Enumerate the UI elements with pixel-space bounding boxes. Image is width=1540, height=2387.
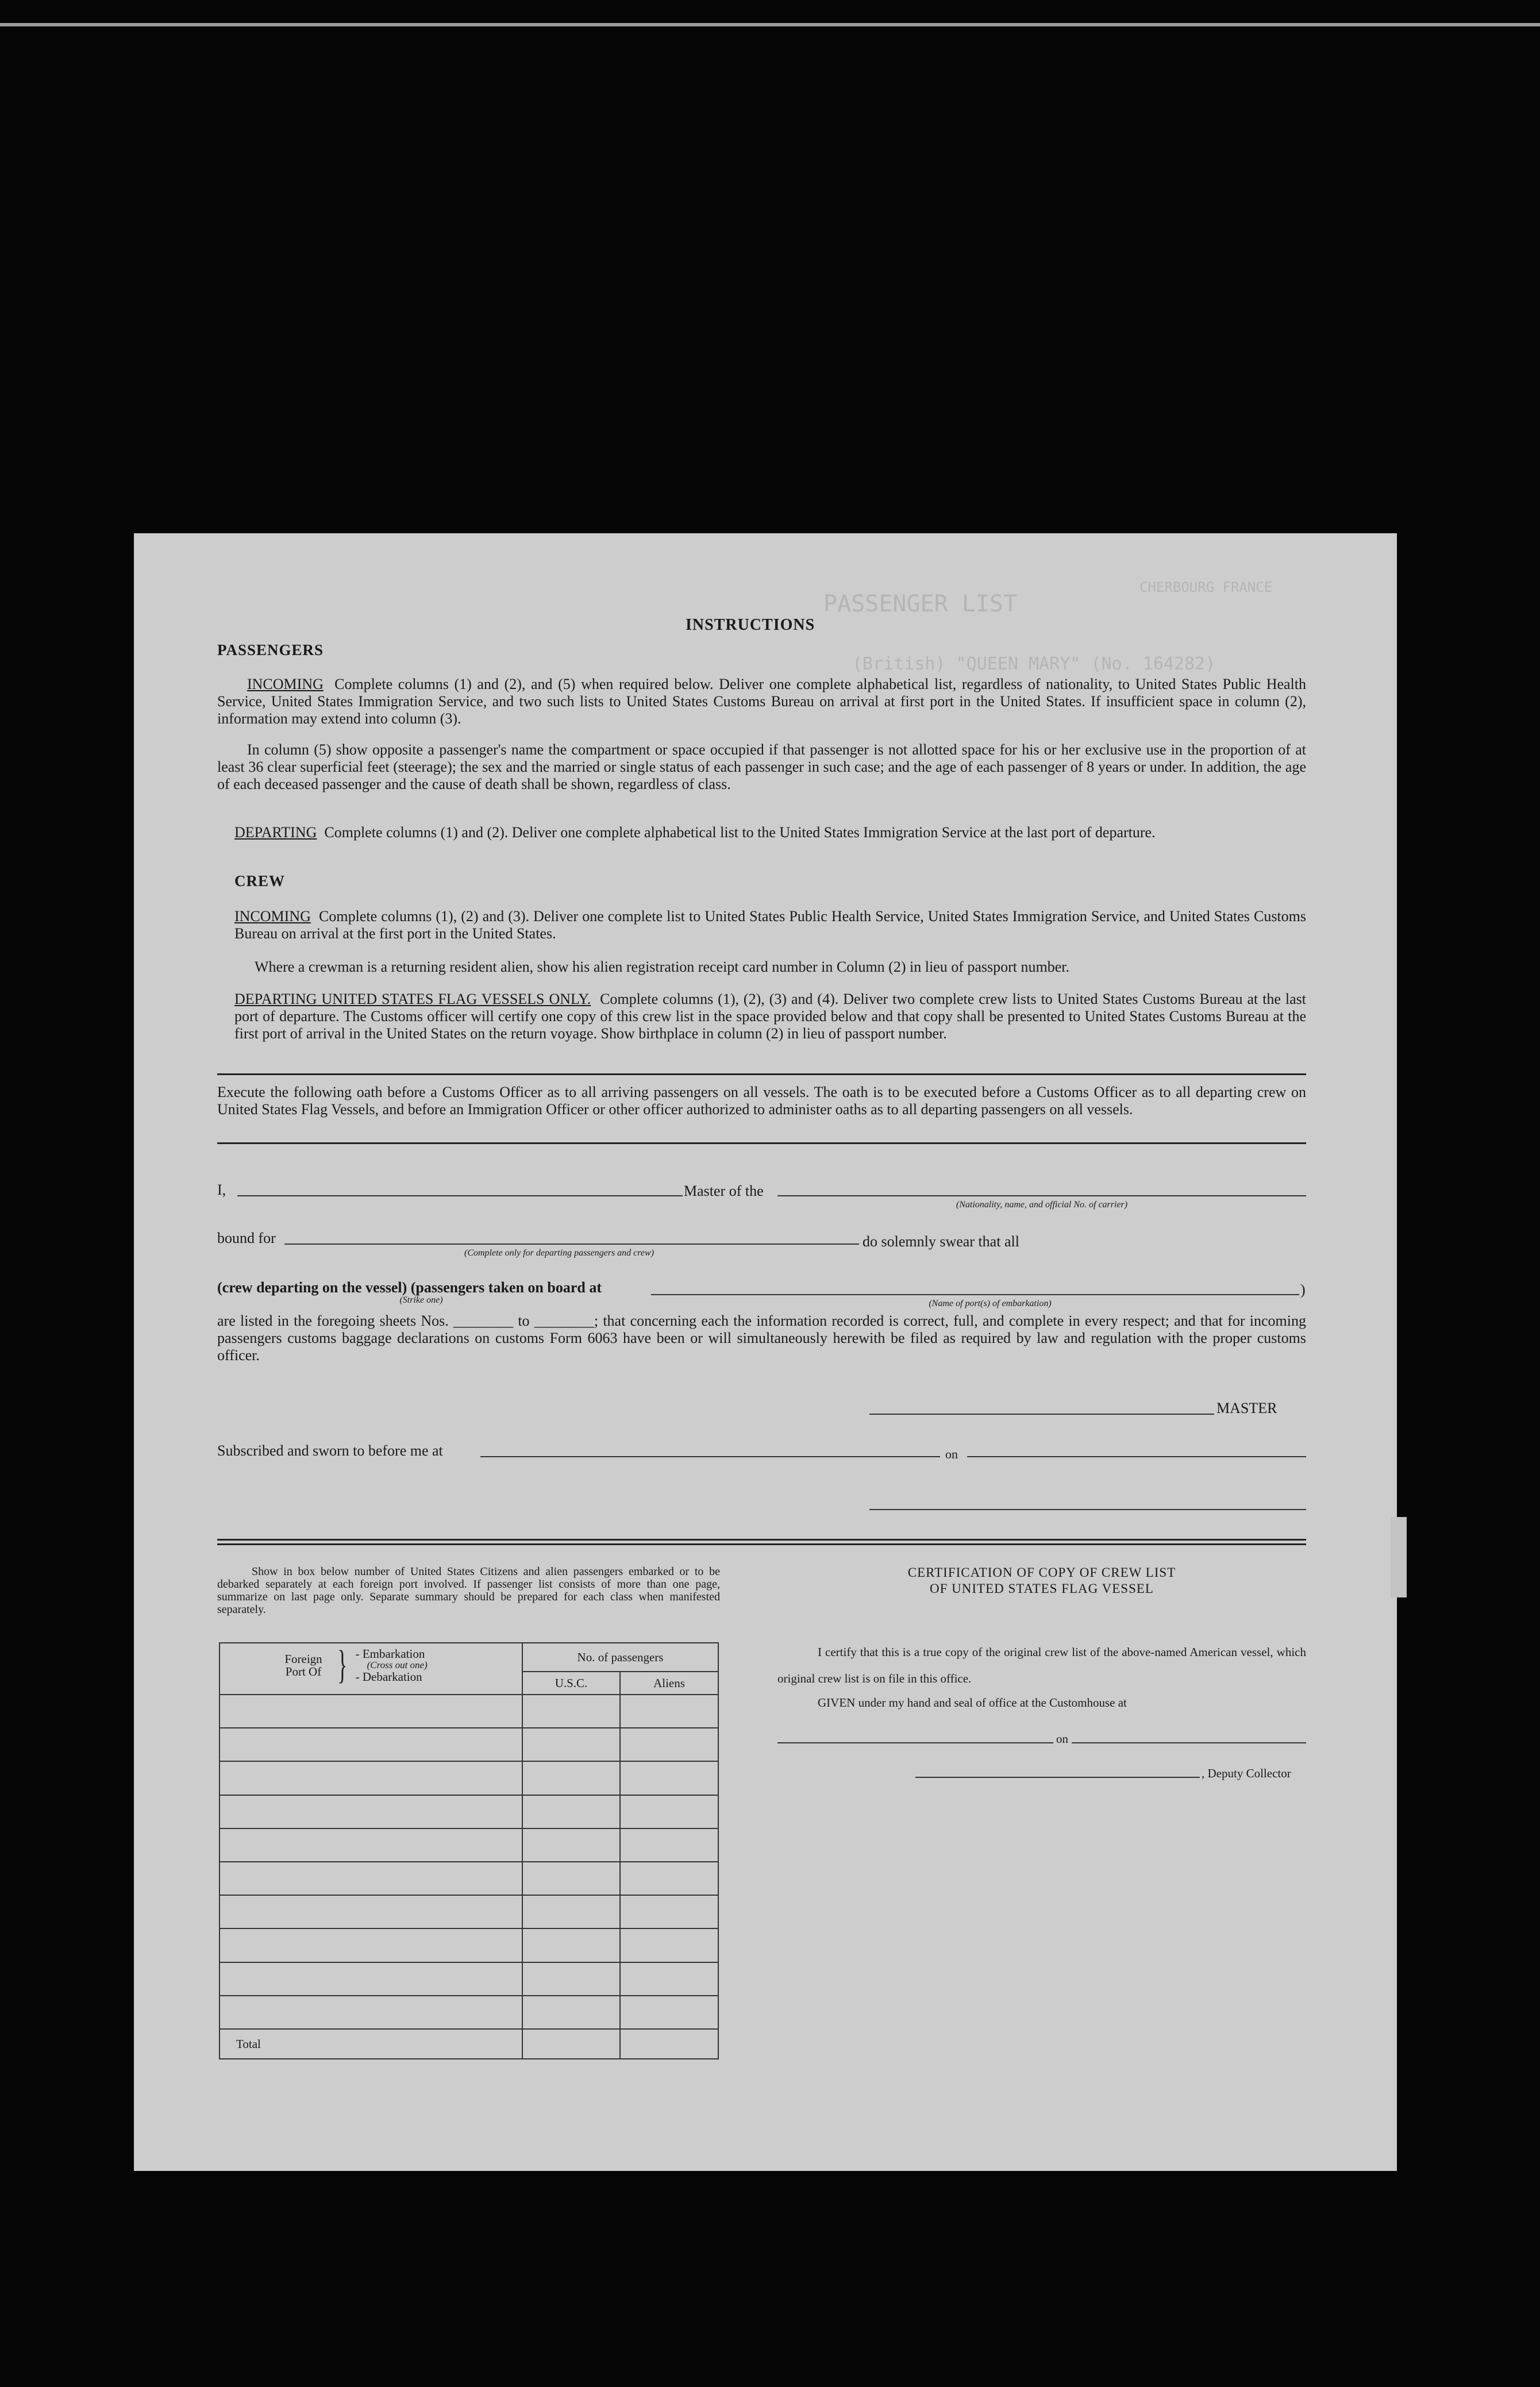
total-row (220, 2029, 718, 2059)
passengers-heading: PASSENGERS (217, 641, 324, 659)
instructions-title: INSTRUCTIONS (686, 616, 815, 634)
carrier-caption: (Nationality, name, and official No. of carrier) (956, 1200, 1128, 1210)
bound-for-field[interactable] (284, 1243, 859, 1245)
cross-out-label: (Cross out one) (367, 1660, 428, 1670)
incoming-text: Complete columns (1) and (2), and (5) when required below. Deliver one complete alphabetical list, regardless of nationality, to United States Public Health Service, United States Immigration Service, and two such lists to United States Customs Bureau on arrival at first port in the United States. If insufficient space in column (2), information may extend into column (3). (217, 676, 1307, 727)
aliens-cell[interactable] (620, 1862, 718, 1895)
section-divider (217, 1539, 1306, 1541)
passengers-incoming-paragraph (217, 676, 1306, 727)
deputy-signature-field[interactable] (915, 1777, 1200, 1778)
aliens-cell[interactable] (620, 1828, 718, 1862)
total-aliens-cell[interactable] (620, 2029, 718, 2059)
crew-incoming-paragraph (234, 908, 1306, 942)
section-divider (217, 1543, 1306, 1545)
master-signature-field[interactable] (869, 1414, 1214, 1415)
total-label: Total (220, 2029, 522, 2059)
sworn-on-label: on (945, 1447, 958, 1461)
usc-cell[interactable] (522, 1695, 620, 1728)
table-row (220, 1761, 718, 1795)
table-row (220, 1862, 718, 1895)
embarkation-label: - Embarkation (355, 1647, 425, 1661)
sworn-at-field[interactable] (480, 1456, 940, 1457)
table-row (220, 1828, 718, 1862)
summary-note: Show in box below number of United States Citizens and alien passengers embarked or to be debarked separately at each foreign port involved. If passenger list consists of more than one page, summarize on last page only. Separate summary should be prepared for each class when manifested separately. (217, 1565, 720, 1616)
certification-title-2: OF UNITED STATES FLAG VESSEL (930, 1581, 1154, 1596)
aliens-cell[interactable] (620, 1695, 718, 1728)
aliens-cell[interactable] (620, 1761, 718, 1795)
scan-top-edge (0, 23, 1540, 26)
given-on-label: on (1056, 1732, 1068, 1746)
bound-for-label: bound for (217, 1230, 276, 1246)
aliens-cell[interactable] (620, 1996, 718, 2029)
incoming-label: INCOMING (247, 676, 324, 692)
port-cell[interactable] (220, 1795, 522, 1828)
table-row (220, 1962, 718, 1996)
foreign-port-label: Foreign Port Of (284, 1652, 322, 1678)
departing-text: Complete columns (1) and (2). Deliver one complete alphabetical list to the United States Immigration Service at the last port of departure. (324, 824, 1156, 841)
usc-header: U.S.C. (522, 1672, 620, 1695)
brace-icon: } (337, 1643, 348, 1687)
given-text: GIVEN under my hand and seal of office at the Customhouse at (818, 1696, 1127, 1710)
sworn-on-field[interactable] (967, 1456, 1306, 1457)
aliens-cell[interactable] (620, 1928, 718, 1962)
certification-title-1: CERTIFICATION OF COPY OF CREW LIST (907, 1565, 1176, 1580)
column5-paragraph: In column (5) show opposite a passenger's name the compartment or space occupied if that passenger is not allotted space for his or her exclusive use in the proportion of at least 36 clear superficial feet (steerage); the sex and the married or single status of each passenger in such case; and the age of each passenger of 8 years or under. In addition, the age of each deceased passenger and the cause of death shall be shown, regardless of class. (217, 741, 1306, 792)
flag-vessels-text: Complete columns (1), (2), (3) and (4). Deliver two complete crew lists to United States Customs Bureau at the last port of departure. The Customs officer will certify one copy of this crew list in the space provided below and that copy shall be presented to United States Customs Bureau at the first port of arrival in the United States on the return voyage. Show birthplace in column (2) in lieu of passport number. (234, 991, 1306, 1042)
crew-incoming-text: Complete columns (1), (2) and (3). Deliver one complete list to United States Public Health Service, United States Immigration Service, and United States Customs Bureau on arrival at the first port in the United States. (234, 908, 1307, 942)
master-of-label: Master of the (684, 1183, 764, 1199)
master-label: MASTER (1216, 1400, 1277, 1416)
port-cell[interactable] (220, 1962, 522, 1996)
master-name-field[interactable] (237, 1195, 683, 1196)
usc-cell[interactable] (522, 1761, 620, 1795)
table-row (220, 1996, 718, 2029)
customhouse-field[interactable] (777, 1742, 1053, 1743)
table-row (220, 1895, 718, 1928)
port-cell[interactable] (220, 1828, 522, 1862)
departing-paragraph (234, 824, 1306, 841)
total-usc-cell[interactable] (522, 2029, 620, 2059)
aliens-cell[interactable] (620, 1895, 718, 1928)
table-row (220, 1795, 718, 1828)
usc-cell[interactable] (522, 1795, 620, 1828)
usc-cell[interactable] (522, 1928, 620, 1962)
aliens-cell[interactable] (620, 1962, 718, 1996)
deputy-collector-label: , Deputy Collector (1202, 1766, 1291, 1780)
flag-vessels-paragraph (234, 991, 1306, 1042)
usc-cell[interactable] (522, 1895, 620, 1928)
port-cell[interactable] (220, 1928, 522, 1962)
table-row (220, 1728, 718, 1761)
aliens-header: Aliens (620, 1672, 718, 1695)
bleed-through-mark: CHERBOURG FRANCE (1139, 579, 1273, 595)
aliens-cell[interactable] (620, 1795, 718, 1828)
subscribed-label: Subscribed and sworn to before me at (217, 1442, 443, 1459)
port-cell[interactable] (220, 1695, 522, 1728)
no-passengers-header: No. of passengers (522, 1643, 718, 1672)
port-cell[interactable] (220, 1862, 522, 1895)
port-cell[interactable] (220, 1996, 522, 2029)
carrier-field[interactable] (777, 1195, 1306, 1196)
crewman-paragraph: Where a crewman is a returning resident alien, show his alien registration receipt card number in Column (2) in lieu of passport number. (255, 958, 1070, 975)
bound-for-caption: (Complete only for departing passengers and crew) (464, 1248, 654, 1258)
debarkation-label: - Debarkation (355, 1670, 422, 1684)
table-row (220, 1695, 718, 1728)
officer-signature-field[interactable] (869, 1509, 1306, 1510)
section-divider (217, 1073, 1306, 1075)
usc-cell[interactable] (522, 1862, 620, 1895)
bleed-through-mark: (British) "QUEEN MARY" (No. 164282) (852, 654, 1216, 674)
departing-label: DEPARTING (234, 824, 317, 841)
certify-text: I certify that this is a true copy of the original crew list of the above-named American vessel, which original crew list is on file in this office. (777, 1645, 1306, 1685)
crew-heading: CREW (234, 872, 286, 890)
close-paren: ) (1300, 1281, 1306, 1298)
crew-incoming-label: INCOMING (234, 908, 311, 925)
table-row (220, 1928, 718, 1962)
oath-i-label: I, (217, 1181, 226, 1198)
port-cell[interactable] (220, 1895, 522, 1928)
usc-cell[interactable] (522, 1828, 620, 1862)
swear-label: do solemnly swear that all (863, 1233, 1019, 1250)
port-caption: (Name of port(s) of embarkation) (929, 1299, 1052, 1308)
port-cell[interactable] (220, 1728, 522, 1761)
usc-cell[interactable] (522, 1962, 620, 1996)
passenger-summary-table (219, 1642, 719, 2059)
oath-body: are listed in the foregoing sheets Nos. ________ to ________; that concerning each the information recorded is correct, full, and complete in every respect; and that for incoming passengers customs baggage declarations on customs Form 6063 have been or will simultaneously herewith be filed as required by law and regulation with the proper customs officer. (217, 1312, 1306, 1364)
crew-departing-label: (crew departing on the vessel) (passengers taken on board at (217, 1279, 602, 1296)
embarkation-port-field[interactable] (651, 1294, 1299, 1295)
port-cell[interactable] (220, 1761, 522, 1795)
aliens-cell[interactable] (620, 1728, 718, 1761)
foreign-port-header (220, 1643, 522, 1695)
strike-caption: (Strike one) (399, 1295, 443, 1305)
paper-tab (1391, 1517, 1407, 1597)
oath-intro: Execute the following oath before a Customs Officer as to all arriving passengers on all vessels. The oath is to be executed before a Customs Officer as to all departing crew on United States Flag Vessels, and before an Immigration Officer or other officer authorized to administer oaths as to all departing passengers on all vessels. (217, 1084, 1306, 1118)
document-page (134, 533, 1397, 2171)
flag-vessels-label: DEPARTING UNITED STATES FLAG VESSELS ONLY. (234, 991, 591, 1007)
given-on-field[interactable] (1072, 1742, 1306, 1743)
usc-cell[interactable] (522, 1728, 620, 1761)
section-divider (217, 1142, 1306, 1144)
usc-cell[interactable] (522, 1996, 620, 2029)
bleed-through-mark: PASSENGER LIST (823, 591, 1018, 617)
